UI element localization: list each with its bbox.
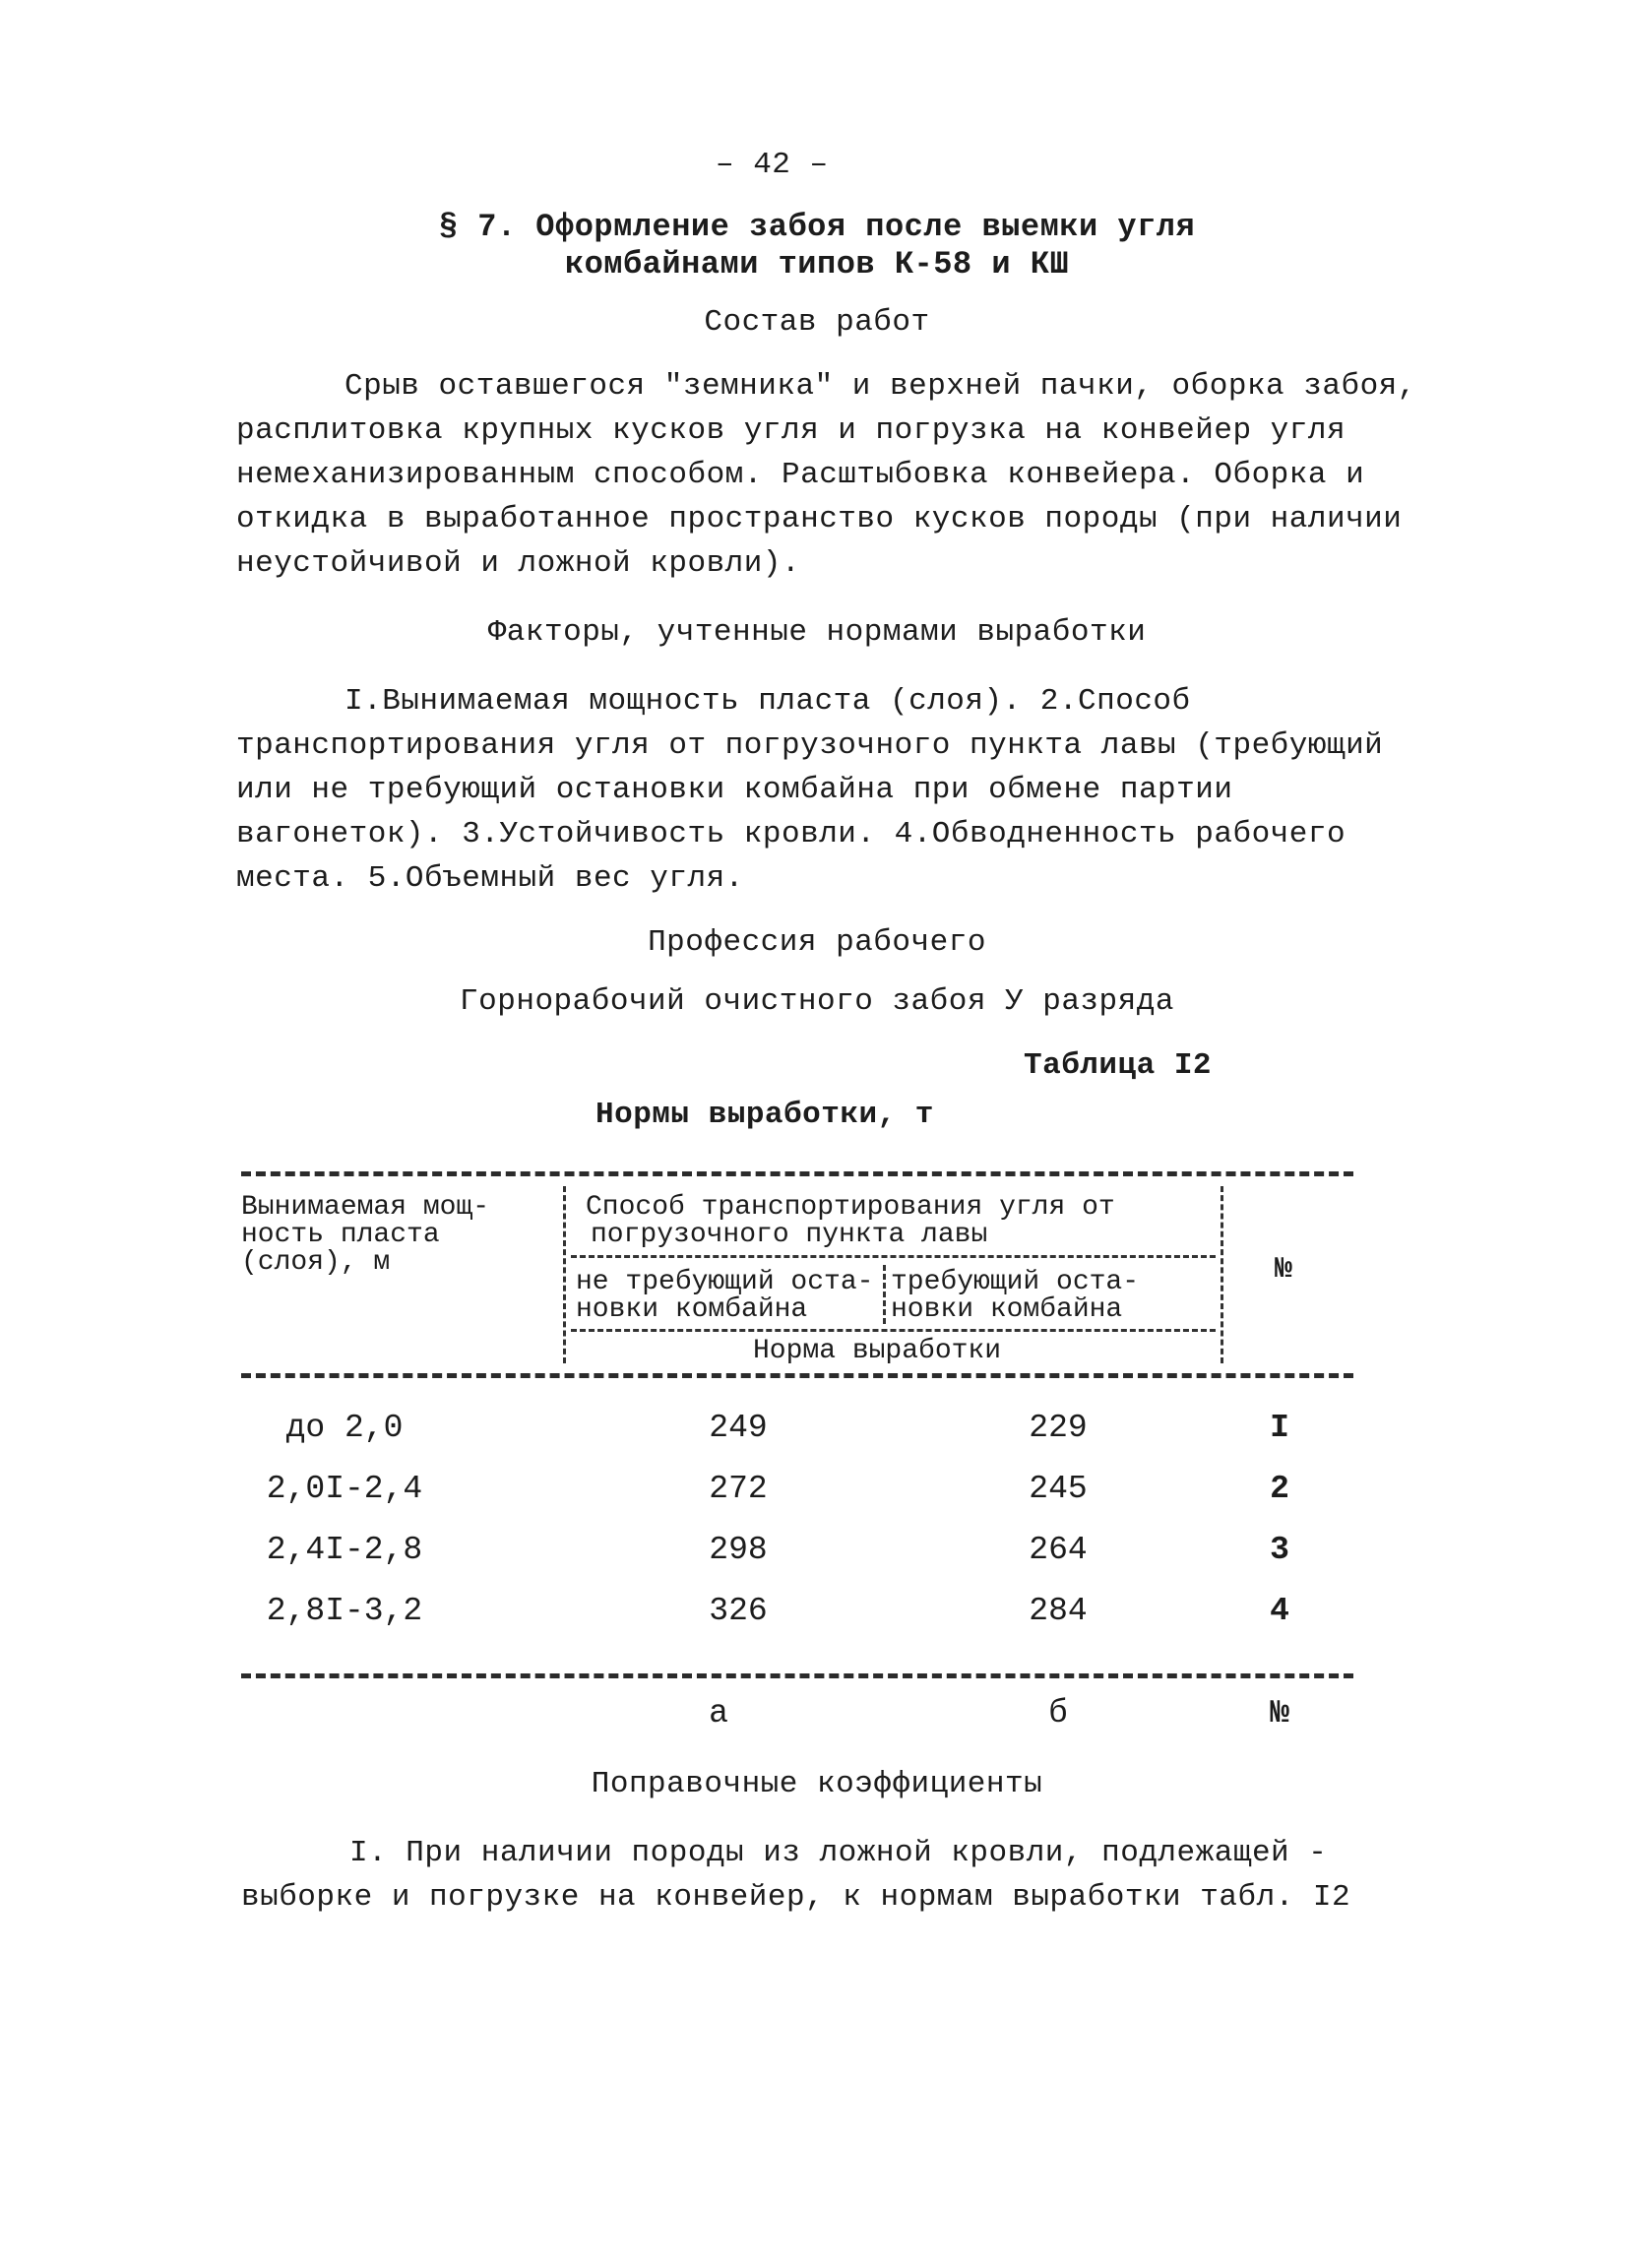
- profession-heading: Профессия рабочего: [648, 925, 986, 960]
- corrections-heading: Поправочные коэффициенты: [591, 1767, 1043, 1801]
- header-separator-mid: [883, 1265, 886, 1324]
- row-number: 2: [1270, 1471, 1289, 1507]
- header-sub-b-line1: требующий оста-: [891, 1267, 1140, 1297]
- row-value-b: 245: [1029, 1471, 1088, 1507]
- footer-col-num: №: [1270, 1695, 1289, 1732]
- section-title-line1: § 7. Оформление забоя после выемки угля: [438, 209, 1196, 245]
- factors-heading: Факторы, учтенные нормами выработки: [487, 615, 1147, 650]
- header-number: №: [1275, 1253, 1293, 1287]
- row-thickness: 2,0I-2,4: [266, 1471, 423, 1507]
- header-separator-right: [1221, 1186, 1223, 1363]
- row-value-b: 264: [1029, 1532, 1088, 1568]
- header-sub-a-line2: новки комбайна: [576, 1294, 808, 1325]
- header-group-rule: [571, 1255, 1216, 1258]
- work-composition-text: Срыв оставшегося "земника" и верхней пачки, оборка забоя, расплитовка крупных кусков угля и погрузка на конвейер угля немеханизированным способом. Расштыбовка конвейера. Оборка и откидка в выработанное пространство кусков породы (при наличии неустойчивой и ложной кровли).: [236, 369, 1416, 581]
- header-transport-line1: Способ транспортирования угля от: [586, 1192, 1115, 1223]
- header-thickness-line1: Вынимаемая мощ-: [241, 1192, 490, 1223]
- work-composition-heading: Состав работ: [704, 305, 930, 340]
- row-thickness: 2,4I-2,8: [266, 1532, 423, 1568]
- header-sub-b-line2: новки комбайна: [891, 1294, 1123, 1325]
- row-number: 4: [1270, 1593, 1289, 1629]
- header-thickness-line2: ность пласта: [241, 1220, 440, 1250]
- row-number: I: [1270, 1410, 1289, 1446]
- factors-text: I.Вынимаемая мощность пласта (слоя). 2.Способ транспортирования угля от погрузочного пункта лавы (требующий или не требующий остановки комбайна при обмене партии вагонеток). 3.Устойчивость кровли. 4.Обводненность рабочего места. 5.Объемный вес угля.: [236, 684, 1384, 896]
- corrections-text: I. При наличии породы из ложной кровли, подлежащей - выборке и погрузке на конвейер, к нормам выработки табл. I2: [241, 1836, 1351, 1915]
- header-bottom-rule: [241, 1373, 1353, 1378]
- table-label: Таблица I2: [1024, 1048, 1213, 1083]
- row-value-b: 284: [1029, 1593, 1088, 1629]
- section-title-line2: комбайнами типов К-58 и КШ: [564, 246, 1070, 283]
- header-norm: Норма выработки: [753, 1336, 1002, 1366]
- row-value-a: 272: [709, 1471, 768, 1507]
- row-value-a: 298: [709, 1532, 768, 1568]
- table-caption: Нормы выработки, т: [595, 1098, 934, 1132]
- footer-col-b: б: [1048, 1695, 1068, 1732]
- profession-text: Горнорабочий очистного забоя У разряда: [460, 984, 1174, 1019]
- row-thickness: 2,8I-3,2: [266, 1593, 423, 1629]
- header-thickness-line3: (слоя), м: [241, 1247, 391, 1278]
- header-sub-rule: [571, 1329, 1216, 1332]
- row-value-b: 229: [1029, 1410, 1088, 1446]
- row-value-a: 326: [709, 1593, 768, 1629]
- row-value-a: 249: [709, 1410, 768, 1446]
- table-top-rule: [241, 1171, 1353, 1176]
- row-number: 3: [1270, 1532, 1289, 1568]
- table-bottom-rule: [241, 1673, 1353, 1678]
- row-thickness: до 2,0: [285, 1410, 404, 1446]
- footer-col-a: а: [709, 1695, 728, 1732]
- header-transport-line2: погрузочного пункта лавы: [591, 1220, 988, 1250]
- page-number: – 42 –: [716, 148, 829, 182]
- header-sub-a-line1: не требующий оста-: [576, 1267, 874, 1297]
- header-separator-left: [563, 1186, 566, 1363]
